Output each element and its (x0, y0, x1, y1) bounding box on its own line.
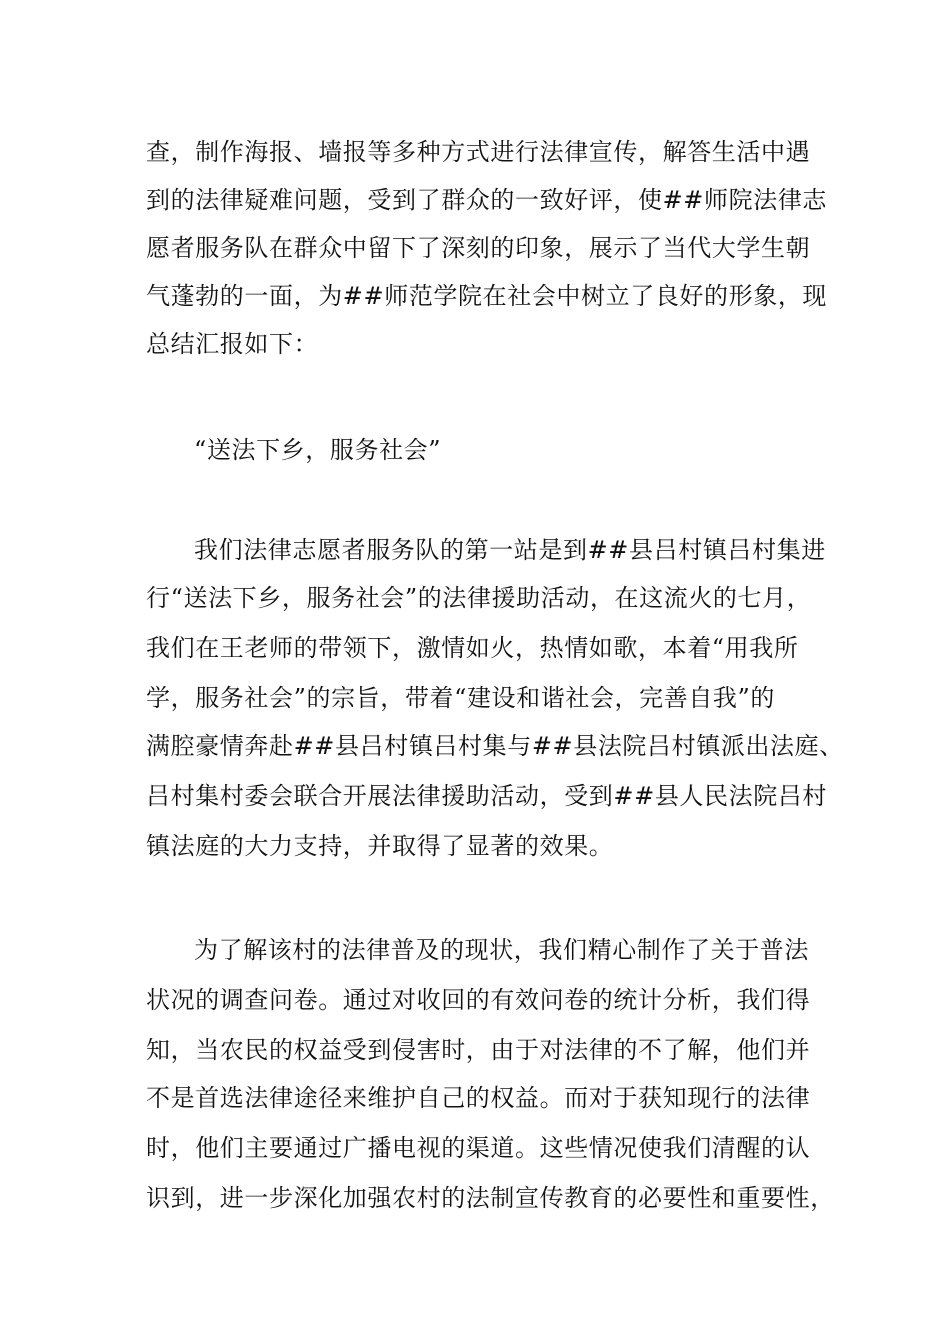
paragraph-4-line-6: 识到，进一步深化加强农村的法制宣传教育的必要性和重要性， (146, 1184, 835, 1212)
paragraph-1-line-1: 查，制作海报、墙报等多种方式进行法律宣传，解答生活中遇 (146, 138, 811, 166)
section-heading: “送法下乡，服务社会” (194, 436, 442, 464)
paragraph-1-line-5: 总结汇报如下： (146, 330, 319, 358)
paragraph-4-line-3: 知，当农民的权益受到侵害时，由于对法律的不了解，他们并 (146, 1036, 811, 1064)
paragraph-3-line-2: 行“送法下乡，服务社会”的法律援助活动，在这流火的七月， (146, 584, 812, 612)
paragraph-4-line-5: 时，他们主要通过广播电视的渠道。这些情况使我们清醒的认 (146, 1134, 811, 1162)
paragraph-1-line-3: 愿者服务队在群众中留下了深刻的印象，展示了当代大学生朝 (146, 234, 811, 262)
paragraph-4-line-4: 不是首选法律途径来维护自己的权益。而对于获知现行的法律 (146, 1084, 811, 1112)
paragraph-3-line-4: 学，服务社会”的宗旨，带着“建设和谐社会，完善自我”的 (146, 684, 776, 712)
paragraph-4-line-1: 为了解该村的法律普及的现状，我们精心制作了关于普法 (194, 936, 809, 964)
paragraph-3-line-5: 满腔豪情奔赴##县吕村镇吕村集与##县法院吕村镇派出法庭、 (146, 732, 844, 760)
paragraph-3-line-3: 我们在王老师的带领下，激情如火，热情如歌，本着“用我所 (146, 634, 799, 662)
paragraph-4-line-2: 状况的调查问卷。通过对收回的有效问卷的统计分析，我们得 (146, 986, 811, 1014)
paragraph-1-line-2: 到的法律疑难问题，受到了群众的一致好评，使##师院法律志 (146, 186, 828, 214)
paragraph-3-line-1: 我们法律志愿者服务队的第一站是到##县吕村镇吕村集进 (194, 536, 826, 564)
paragraph-3-line-7: 镇法庭的大力支持，并取得了显著的效果。 (146, 832, 614, 860)
paragraph-1-line-4: 气蓬勃的一面，为##师范学院在社会中树立了良好的形象，现 (146, 282, 828, 310)
paragraph-3-line-6: 吕村集村委会联合开展法律援助活动，受到##县人民法院吕村 (146, 782, 828, 810)
